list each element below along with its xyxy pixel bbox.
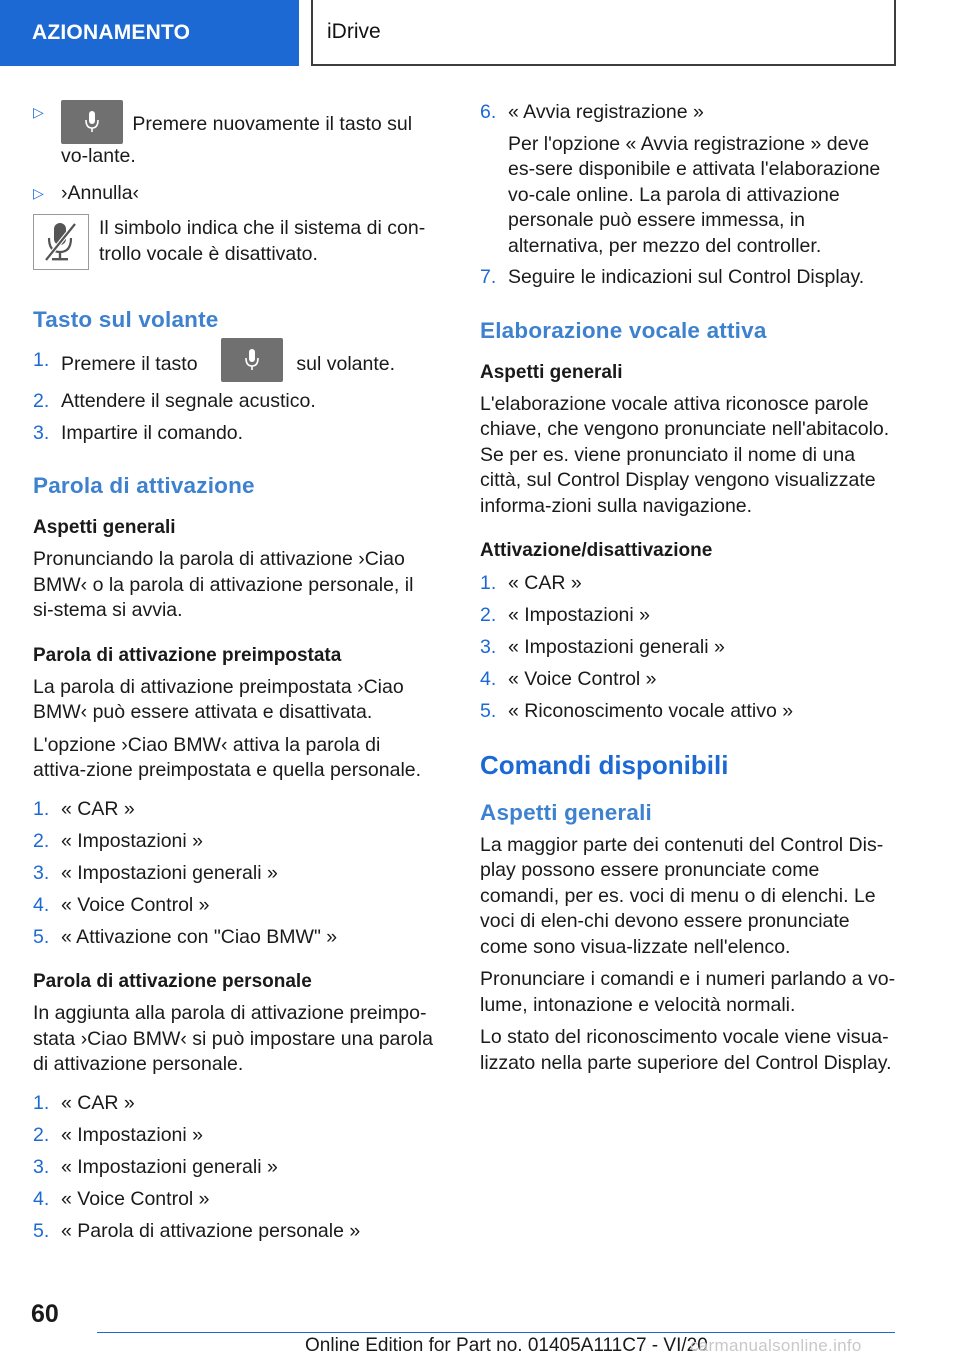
personale-steps	[33, 1091, 438, 1245]
list-item: 5. « Riconoscimento vocale attivo »	[480, 700, 794, 722]
heading-parola-attivazione: Parola di attivazione	[33, 473, 255, 498]
heading-aspetti-generali: Aspetti generali	[480, 799, 652, 825]
subheading-aspetti-generali: Aspetti generali	[33, 517, 176, 538]
microphone-key-icon	[221, 338, 283, 382]
paragraph: Lo stato del riconoscimento vocale viene visua-lizzato nella parte superiore del Control Display.	[480, 1026, 892, 1074]
bullet-cancel-text: ›Annulla‹	[61, 181, 140, 204]
paragraph: L'elaborazione vocale attiva riconosce parole chiave, che vengono pronunciate nell'abitacolo. Se per es. viene pronunciato il nome di una città, sul Control Display vengono visualizzate informa-zioni sulla navigazione.	[480, 392, 890, 517]
list-item: 3. « Impostazioni generali »	[33, 1155, 278, 1178]
list-item: 3. « Impostazioni generali »	[480, 636, 725, 658]
chapter-title: iDrive	[311, 0, 896, 66]
paragraph: L'opzione ›Ciao BMW‹ attiva la parola di attiva-zione preimpostata e quella personale.	[33, 733, 422, 781]
left-column	[33, 100, 438, 1251]
page-header	[0, 0, 960, 66]
watermark: carmanualsonline.info	[690, 1336, 862, 1355]
list-item: 4. « Voice Control »	[33, 893, 210, 916]
heading-tasto-volante: Tasto sul volante	[33, 307, 219, 332]
section-tab: AZIONAMENTO	[0, 0, 299, 66]
list-item: 3. Impartire il comando.	[33, 421, 244, 444]
bullet-press-again-text: Premere nuovamente il tasto sul vo-lante.	[61, 113, 413, 167]
paragraph: La maggior parte dei contenuti del Control Dis-play possono essere pronunciate come comandi, per es. voci di menu o di elenchi. Le voci di elen-chi devono essere pronunciate come sono visua-lizzate nell'elenco.	[480, 833, 884, 958]
list-item: 2. « Impostazioni »	[33, 829, 203, 852]
paragraph: Pronunciare i comandi e i numeri parlando a vo-lume, intonazione e velocità normali.	[480, 968, 896, 1016]
list-item: 7. Seguire le indicazioni sul Control Display.	[480, 266, 865, 288]
preimpostata-steps	[33, 797, 438, 951]
triangle-bullet-icon: ▷	[33, 184, 44, 201]
voice-disabled-symbol	[33, 214, 89, 270]
list-item: 6. « Avvia registrazione » Per l'opzione « Avvia registrazione » deve es-sere disponibile e attivata l'elaborazione vo-cale online. La parola di attivazione personale può essere immessa, in alternativa, per mezzo del controller.	[480, 100, 898, 259]
microphone-crossed-icon	[41, 220, 81, 264]
page-number: 60	[31, 1300, 59, 1328]
list-item: 5. « Attivazione con "Ciao BMW" »	[33, 925, 338, 948]
triangle-bullet-icon: ▷	[33, 104, 44, 120]
list-item: 3. « Impostazioni generali »	[33, 861, 278, 884]
microphone-key-icon	[61, 100, 123, 144]
list-item: 1. « CAR »	[480, 572, 582, 594]
list-item: 2. « Impostazioni »	[33, 1123, 203, 1146]
subheading-aspetti-generali: Aspetti generali	[480, 361, 623, 383]
right-column	[480, 100, 898, 1076]
list-item: 2. « Impostazioni »	[480, 604, 650, 626]
bullet-press-again	[33, 100, 438, 170]
paragraph: In aggiunta alla parola di attivazione preimpo-stata ›Ciao BMW‹ si può impostare una parola di attivazione personale.	[33, 1002, 433, 1075]
heading-elaborazione-vocale: Elaborazione vocale attiva	[480, 317, 767, 343]
paragraph: La parola di attivazione preimpostata ›Ciao BMW‹ può essere attivata e disattivata.	[33, 675, 404, 723]
list-item: 1. « CAR »	[33, 1091, 135, 1114]
list-item: 4. « Voice Control »	[33, 1187, 210, 1210]
paragraph: Pronunciando la parola di attivazione ›Ciao BMW‹ o la parola di attivazione personale, il si-stema si avvia.	[33, 548, 414, 621]
list-item: 4. « Voice Control »	[480, 668, 657, 690]
subheading-personale: Parola di attivazione personale	[33, 971, 312, 992]
tasto-steps	[33, 348, 438, 446]
step-detail: Per l'opzione « Avvia registrazione » deve es-sere disponibile e attivata l'elaborazione vo-cale online. La parola di attivazione personale può essere immessa, in alternativa, per mezzo del controller.	[508, 132, 881, 257]
heading-comandi-disponibili: Comandi disponibili	[480, 749, 729, 780]
subheading-preimpostata: Parola di attivazione preimpostata	[33, 644, 342, 666]
list-item: 1. Premere il tasto sul volante.	[33, 348, 438, 382]
subheading-attivazione: Attivazione/disattivazione	[480, 540, 713, 561]
symbol-note	[33, 214, 438, 270]
list-item: 1. « CAR »	[33, 797, 135, 820]
list-item: 2. Attendere il segnale acustico.	[33, 389, 316, 412]
list-item: 5. « Parola di attivazione personale »	[33, 1219, 361, 1242]
edition-text: Online Edition for Part no. 01405A111C7 - VI/20	[305, 1335, 708, 1356]
symbol-note-text: Il simbolo indica che il sistema di con-trollo vocale è disattivato.	[99, 217, 426, 265]
attivazione-steps	[480, 571, 898, 725]
bullet-cancel	[33, 181, 438, 207]
